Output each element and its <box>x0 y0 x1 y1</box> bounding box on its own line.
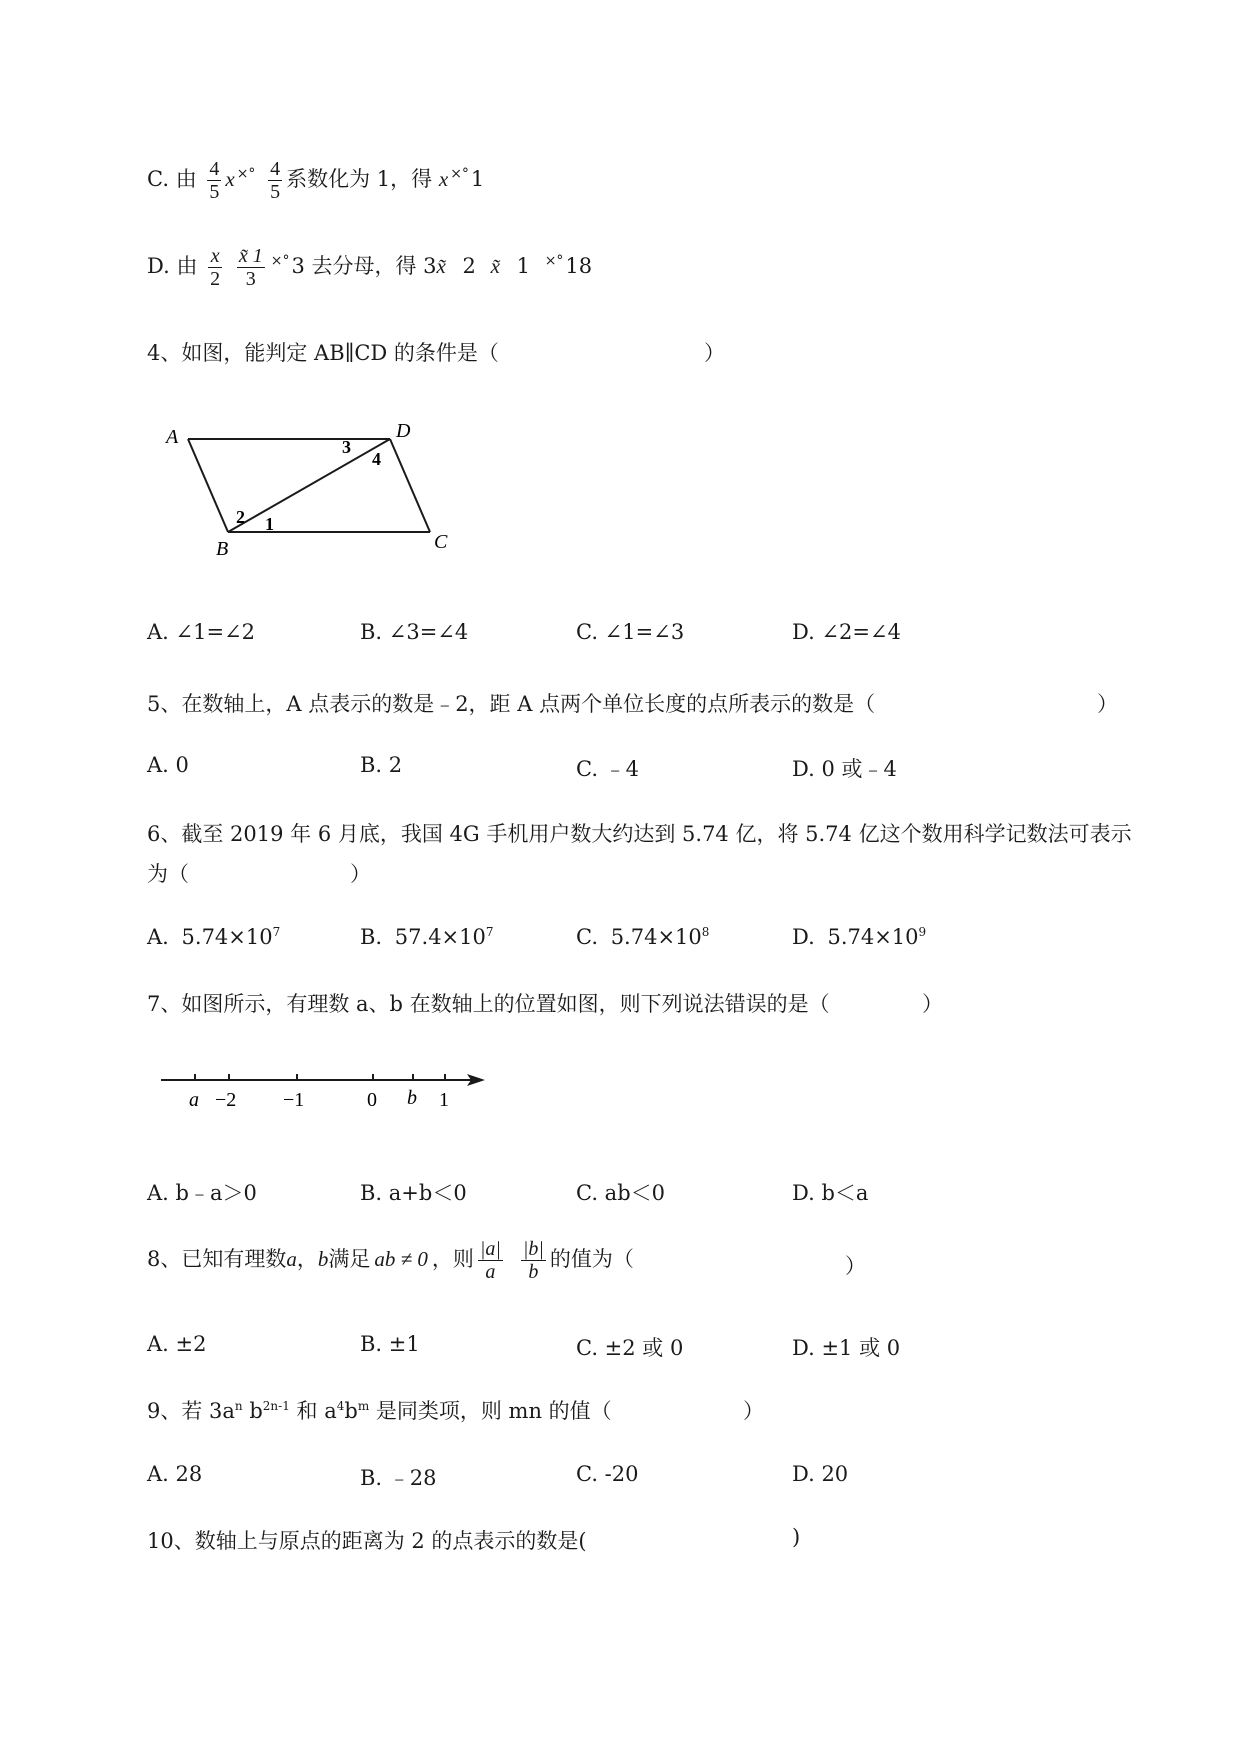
denominator: 5 <box>270 181 281 203</box>
answer-bracket: ） <box>845 1254 866 1278</box>
numerator: |b| <box>522 1238 544 1260</box>
label-minus-2: −2 <box>215 1089 237 1111</box>
q5-option-a[interactable]: A. 0 <box>147 753 189 777</box>
question-text: 8、已知有理数 <box>147 1247 287 1271</box>
q7-option-c[interactable]: C. ab＜0 <box>576 1181 665 1205</box>
text: 满足 <box>328 1247 371 1271</box>
answer-bracket: ) <box>792 1525 801 1549</box>
q5-option-c[interactable]: C. ﹣4 <box>576 757 640 781</box>
q4-option-c[interactable]: C. ∠1=∠3 <box>576 620 685 644</box>
text: 1 <box>516 254 530 278</box>
var-a: a <box>286 1247 297 1271</box>
garbled-symbol: ×° <box>236 166 256 182</box>
q7-option-a[interactable]: A. b﹣a＞0 <box>147 1181 257 1205</box>
answer-bracket: ） <box>350 862 371 886</box>
label-b: b <box>407 1087 417 1109</box>
text: 2 <box>462 254 476 278</box>
var-x: x̃ <box>436 254 446 278</box>
q5-option-b[interactable]: B. 2 <box>360 753 403 777</box>
text: 是同类项，则 mn 的值（ <box>369 1399 612 1423</box>
text: 1 <box>470 167 485 191</box>
option-label: B. <box>360 925 383 949</box>
angle-2-label: 2 <box>236 507 245 527</box>
denominator: b <box>521 1260 546 1283</box>
answer-bracket: ） <box>1097 692 1118 716</box>
q8-option-b[interactable]: B. ±1 <box>360 1332 420 1356</box>
q3-option-c <box>147 158 484 203</box>
fraction <box>268 158 282 203</box>
exponent: 8 <box>701 925 710 939</box>
q9-option-b[interactable]: B. ﹣28 <box>360 1466 437 1490</box>
q6-option-c[interactable] <box>576 925 709 949</box>
text: b <box>242 1399 263 1423</box>
q10-stem: 10、数轴上与原点的距离为 2 的点表示的数是( <box>147 1529 587 1553</box>
label-a: A <box>166 426 179 448</box>
label-minus-1: −1 <box>283 1089 305 1111</box>
exponent: 7 <box>485 925 494 939</box>
denominator: 2 <box>210 268 221 290</box>
question-text: 4、如图，能判定 AB∥CD 的条件是（ <box>147 341 499 365</box>
q7-stem: 7、如图所示，有理数 a、b 在数轴上的位置如图，则下列说法错误的是（ <box>147 992 830 1016</box>
text: 18 <box>565 254 593 278</box>
garbled-symbol: ×° <box>270 253 290 269</box>
q7-option-d[interactable]: D. b＜a <box>792 1181 869 1205</box>
fraction <box>237 245 265 290</box>
angle-3-label: 3 <box>342 437 351 457</box>
fraction <box>207 158 221 203</box>
option-value: 5.74×10 <box>610 925 702 949</box>
garbled-symbol: ×° <box>450 166 469 182</box>
parallelogram-figure <box>160 415 470 565</box>
q9-option-d[interactable]: D. 20 <box>792 1462 849 1486</box>
numerator: 4 <box>209 158 220 180</box>
label-1: 1 <box>439 1089 449 1111</box>
text: 9、若 3a <box>147 1399 235 1423</box>
q5-option-d[interactable]: D. 0 或﹣4 <box>792 757 897 781</box>
q5-stem: 5、在数轴上，A 点表示的数是﹣2，距 A 点两个单位长度的点所表示的数是（ <box>147 692 876 716</box>
fraction <box>521 1238 546 1283</box>
exponent: 4 <box>336 1399 345 1413</box>
text: 由 <box>176 254 198 278</box>
text: ， <box>296 1247 318 1271</box>
denominator: a <box>478 1260 503 1283</box>
q8-option-c[interactable]: C. ±2 或 0 <box>576 1336 684 1360</box>
answer-bracket: ） <box>704 341 725 365</box>
q7-option-b[interactable]: B. a+b＜0 <box>360 1181 467 1205</box>
text: 3 去分母，得 3 <box>291 254 437 278</box>
q6-stem: 6、截至 2019 年 6 月底，我国 4G 手机用户数大约达到 5.74 亿，将 5.74 亿这个数用科学记数法可表示 <box>147 822 1132 846</box>
q9-stem <box>147 1395 612 1425</box>
exponent: m <box>357 1399 370 1413</box>
q8-option-a[interactable]: A. ±2 <box>147 1332 207 1356</box>
segment-bd <box>228 439 390 532</box>
q6-option-a[interactable] <box>147 925 280 949</box>
denominator: 3 <box>237 267 265 290</box>
q6-option-b[interactable] <box>360 925 494 949</box>
option-label: C. <box>576 925 598 949</box>
q8-stem <box>147 1238 634 1283</box>
text: ，则 <box>431 1247 474 1271</box>
text: 系数化为 1，得 <box>286 167 433 191</box>
option-value: 5.74×10 <box>827 925 919 949</box>
garbled-symbol: ×° <box>544 253 564 269</box>
q4-stem <box>147 337 499 367</box>
denominator: 5 <box>209 181 220 203</box>
q6-option-d[interactable] <box>792 925 926 949</box>
label-b: B <box>216 538 229 560</box>
label-0: 0 <box>367 1089 377 1111</box>
angle-1-label: 1 <box>265 514 274 534</box>
option-label: D. <box>147 254 170 278</box>
label-d: D <box>396 420 411 442</box>
var-x: x̃ <box>490 254 500 278</box>
exponent: n <box>234 1399 243 1413</box>
q8-option-d[interactable]: D. ±1 或 0 <box>792 1336 901 1360</box>
var-b: b <box>317 1247 329 1271</box>
exponent: 2n-1 <box>262 1399 290 1413</box>
numerator: 4 <box>270 158 281 180</box>
text: b <box>344 1399 358 1423</box>
answer-bracket: ） <box>743 1399 764 1423</box>
option-value: 57.4×10 <box>394 925 486 949</box>
q9-option-c[interactable]: C. -20 <box>576 1462 639 1486</box>
q9-option-a[interactable]: A. 28 <box>147 1462 203 1486</box>
q4-option-b[interactable]: B. ∠3=∠4 <box>360 620 469 644</box>
q6-stem-cont: 为（ <box>147 862 189 886</box>
condition: ab ≠ 0 <box>374 1247 428 1271</box>
var-x: x <box>438 167 449 191</box>
segment-dc <box>390 439 430 532</box>
exponent: 9 <box>918 925 927 939</box>
angle-4-label: 4 <box>372 449 381 469</box>
number-line-figure <box>155 1060 495 1120</box>
option-label: D. <box>792 925 815 949</box>
segment-ab <box>188 439 228 532</box>
fraction <box>208 245 222 290</box>
label-a: a <box>189 1089 199 1111</box>
q4-option-a[interactable]: A. ∠1=∠2 <box>147 620 256 644</box>
option-label: C. <box>147 167 169 191</box>
q4-option-d[interactable]: D. ∠2=∠4 <box>792 620 901 644</box>
var-x: x <box>225 167 235 191</box>
numerator: |a| <box>479 1238 501 1260</box>
text: 和 a <box>289 1399 337 1423</box>
text: 由 <box>175 167 197 191</box>
option-label: A. <box>147 925 169 949</box>
numerator: x <box>210 245 220 267</box>
option-value: 5.74×10 <box>181 925 273 949</box>
exponent: 7 <box>272 925 281 939</box>
q3-option-d <box>147 245 592 290</box>
answer-bracket: ） <box>922 992 943 1016</box>
numerator: x̃ 1 <box>238 245 263 267</box>
text: 的值为（ <box>549 1247 634 1271</box>
fraction <box>478 1238 503 1283</box>
label-c: C <box>434 531 448 553</box>
